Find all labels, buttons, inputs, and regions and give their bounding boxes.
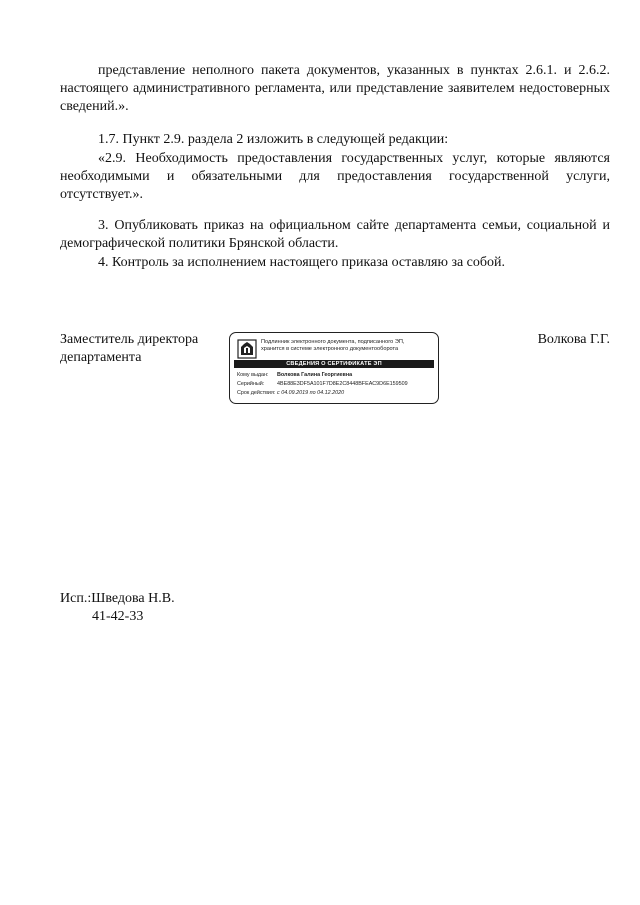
stamp-validity-value: с 04.09.2019 по 04.12.2020 (277, 390, 345, 396)
paragraph-incomplete-documents: представление неполного пакета документов, указанных в пунктах 2.6.1. и 2.6.2. настоящего административного регламента, или представление заявителем недостоверных сведений.». (60, 63, 610, 114)
stamp-issued-to-label: Кому выдан: (237, 372, 269, 378)
stamp-validity-row (237, 390, 344, 397)
stamp-notice (261, 339, 436, 353)
stamp-serial-label: Серийный: (237, 381, 265, 387)
signatory-position-line1: Заместитель директора (60, 332, 199, 347)
paragraph-control: 4. Контроль за исполнением настоящего приказа оставляю за собой. (98, 255, 506, 270)
stamp-validity-label: Срок действия: (237, 390, 276, 396)
signatory-name: Волкова Г.Г. (537, 332, 610, 347)
paragraph-publish-order: 3. Опубликовать приказ на официальном сайте департамента семьи, социальной и демографической политики Брянской области. (60, 218, 610, 251)
stamp-notice-line1: Подлинник электронного документа, подписанного ЭП, (261, 339, 405, 345)
signatory-position-line2: департамента (60, 350, 142, 365)
electronic-signature-stamp (229, 332, 439, 404)
stamp-serial-row (237, 381, 408, 388)
coat-of-arms-icon (237, 339, 257, 359)
executor-phone: 41-42-33 (92, 609, 144, 624)
signatory-position (60, 331, 230, 367)
stamp-serial-value: 4BE88E3DF5A101F7D8E2C8448BFEAC9D6E159509 (277, 381, 408, 387)
executor-name: Исп.:Шведова Н.В. (60, 591, 175, 606)
stamp-notice-line2: хранится в системе электронного документооборота (261, 346, 399, 352)
stamp-header: СВЕДЕНИЯ О СЕРТИФИКАТЕ ЭП (234, 360, 434, 368)
paragraph-clause-1-7: 1.7. Пункт 2.9. раздела 2 изложить в следующей редакции: (98, 132, 449, 147)
stamp-issued-to-row (237, 372, 352, 379)
stamp-issued-to-value: Волкова Галина Георгиевна (277, 372, 353, 378)
paragraph-clause-2-9: «2.9. Необходимость предоставления государственных услуг, которые являются необходимыми и обязательными для предоставления государственной услуги, отсутствует.». (60, 151, 610, 202)
